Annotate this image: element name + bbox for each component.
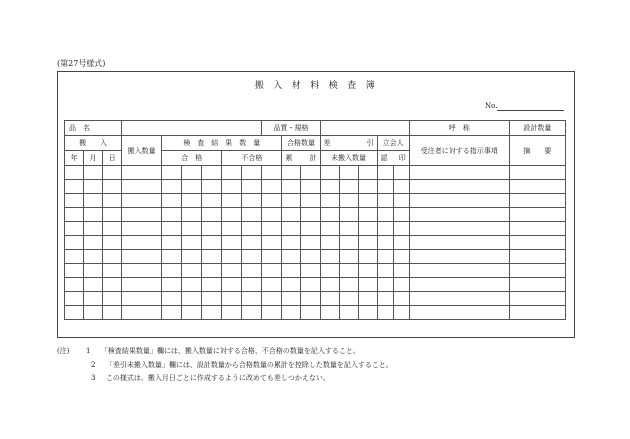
table-cell[interactable] (409, 236, 509, 250)
table-cell[interactable] (262, 278, 282, 292)
table-cell[interactable] (84, 264, 103, 278)
table-cell[interactable] (122, 278, 162, 292)
note-2 (91, 362, 393, 369)
table-cell[interactable] (262, 306, 282, 320)
table-cell[interactable] (339, 180, 358, 194)
table-cell[interactable] (393, 180, 409, 194)
table-cell[interactable] (162, 250, 182, 264)
table-cell[interactable] (84, 208, 103, 222)
table-cell[interactable] (84, 292, 103, 306)
table-cell[interactable] (262, 222, 282, 236)
table-cell[interactable] (222, 306, 242, 320)
note-text: 「検査結果数量」欄には、搬入数量に対する合格、不合格の数量を記入すること。 (100, 347, 360, 355)
table-cell[interactable] (377, 292, 393, 306)
table-cell[interactable] (84, 236, 103, 250)
data-rows (65, 166, 566, 320)
table-cell[interactable] (103, 250, 122, 264)
table-row (65, 236, 566, 250)
table-cell[interactable] (242, 306, 262, 320)
table-cell[interactable] (122, 180, 162, 194)
table-cell[interactable] (509, 194, 565, 208)
table-cell[interactable] (320, 208, 339, 222)
table-cell[interactable] (65, 166, 84, 180)
item-name-field[interactable] (122, 121, 262, 136)
table-cell[interactable] (282, 306, 301, 320)
table-cell[interactable] (320, 166, 339, 180)
table-cell[interactable] (377, 194, 393, 208)
table-cell[interactable] (103, 264, 122, 278)
inspection-table (64, 120, 566, 320)
table-cell[interactable] (358, 166, 377, 180)
table-cell[interactable] (122, 236, 162, 250)
table-cell[interactable] (409, 278, 509, 292)
table-row (65, 264, 566, 278)
notes-prefix: (注) (57, 347, 70, 355)
table-cell[interactable] (84, 306, 103, 320)
table-cell[interactable] (393, 306, 409, 320)
table-cell[interactable] (393, 292, 409, 306)
table-cell[interactable] (262, 250, 282, 264)
table-cell[interactable] (409, 180, 509, 194)
number-input-line[interactable] (497, 110, 564, 111)
remarks-header: 摘 要 (509, 136, 565, 166)
table-cell[interactable] (339, 278, 358, 292)
table-cell[interactable] (242, 264, 262, 278)
note-3 (91, 375, 330, 382)
table-cell[interactable] (103, 278, 122, 292)
table-row (65, 166, 566, 180)
table-cell[interactable] (320, 180, 339, 194)
table-cell[interactable] (242, 250, 262, 264)
table-cell[interactable] (182, 180, 202, 194)
table-cell[interactable] (162, 306, 182, 320)
table-cell[interactable] (242, 236, 262, 250)
cumulative-header: 累 計 (282, 151, 320, 166)
table-cell[interactable] (282, 180, 301, 194)
quality-spec-field[interactable] (320, 121, 409, 136)
table-cell[interactable] (393, 208, 409, 222)
table-cell[interactable] (84, 222, 103, 236)
table-cell[interactable] (182, 222, 202, 236)
table-cell[interactable] (103, 236, 122, 250)
table-cell[interactable] (182, 194, 202, 208)
table-cell[interactable] (282, 194, 301, 208)
table-cell[interactable] (409, 264, 509, 278)
table-row (65, 306, 566, 320)
table-row (65, 222, 566, 236)
table-cell[interactable] (282, 264, 301, 278)
table-cell[interactable] (358, 180, 377, 194)
table-cell[interactable] (182, 278, 202, 292)
table-cell[interactable] (301, 250, 320, 264)
table-cell[interactable] (509, 222, 565, 236)
table-cell[interactable] (162, 222, 182, 236)
table-cell[interactable] (122, 208, 162, 222)
table-cell[interactable] (262, 180, 282, 194)
table-cell[interactable] (65, 236, 84, 250)
table-cell[interactable] (122, 292, 162, 306)
table-cell[interactable] (182, 236, 202, 250)
table-cell[interactable] (162, 180, 182, 194)
table-cell[interactable] (339, 264, 358, 278)
table-cell[interactable] (122, 306, 162, 320)
table-cell[interactable] (301, 306, 320, 320)
table-cell[interactable] (358, 208, 377, 222)
table-cell[interactable] (242, 208, 262, 222)
table-cell[interactable] (301, 208, 320, 222)
instructions-header: 受注者に対する指示事項 (409, 136, 509, 166)
table-cell[interactable] (222, 194, 242, 208)
pass-header: 合 格 (162, 151, 222, 166)
table-row (65, 250, 566, 264)
header-row-item (65, 121, 566, 136)
table-cell[interactable] (202, 292, 222, 306)
undelivered-qty-header: 未搬入数量 (320, 151, 377, 166)
table-cell[interactable] (122, 166, 162, 180)
table-cell[interactable] (509, 306, 565, 320)
design-qty-label: 設計数量 (509, 121, 565, 136)
delivery-qty-header: 搬入数量 (122, 136, 162, 166)
table-cell[interactable] (122, 194, 162, 208)
table-cell[interactable] (242, 180, 262, 194)
table-cell[interactable] (393, 278, 409, 292)
table-cell[interactable] (393, 194, 409, 208)
table-cell[interactable] (377, 278, 393, 292)
table-cell[interactable] (162, 264, 182, 278)
delivery-header: 搬 入 (65, 136, 122, 151)
table-cell[interactable] (377, 166, 393, 180)
table-cell[interactable] (301, 264, 320, 278)
table-cell[interactable] (282, 166, 301, 180)
table-cell[interactable] (282, 278, 301, 292)
table-cell[interactable] (377, 264, 393, 278)
table-cell[interactable] (320, 222, 339, 236)
number-label: No. (485, 102, 498, 110)
table-row (65, 278, 566, 292)
table-cell[interactable] (509, 250, 565, 264)
table-cell[interactable] (377, 306, 393, 320)
table-cell[interactable] (222, 236, 242, 250)
note-number: 2 (91, 361, 96, 369)
table-cell[interactable] (65, 180, 84, 194)
table-cell[interactable] (222, 250, 242, 264)
table-cell[interactable] (162, 208, 182, 222)
month-header: 月 (84, 151, 103, 166)
table-cell[interactable] (202, 236, 222, 250)
table-cell[interactable] (301, 180, 320, 194)
table-cell[interactable] (320, 194, 339, 208)
note-1 (57, 348, 360, 355)
table-cell[interactable] (242, 292, 262, 306)
table-cell[interactable] (242, 278, 262, 292)
table-cell[interactable] (122, 250, 162, 264)
table-cell[interactable] (509, 180, 565, 194)
table-cell[interactable] (377, 222, 393, 236)
certify-header: 認 印 (377, 151, 409, 166)
table-cell[interactable] (122, 264, 162, 278)
table-cell[interactable] (320, 278, 339, 292)
table-cell[interactable] (262, 166, 282, 180)
table-cell[interactable] (122, 222, 162, 236)
table-cell[interactable] (301, 236, 320, 250)
table-cell[interactable] (84, 194, 103, 208)
year-header: 年 (65, 151, 84, 166)
table-cell[interactable] (358, 236, 377, 250)
table-cell[interactable] (358, 292, 377, 306)
table-cell[interactable] (202, 194, 222, 208)
table-cell[interactable] (65, 222, 84, 236)
day-header: 日 (103, 151, 122, 166)
table-cell[interactable] (262, 236, 282, 250)
table-cell[interactable] (222, 180, 242, 194)
table-cell[interactable] (301, 166, 320, 180)
table-cell[interactable] (320, 236, 339, 250)
table-cell[interactable] (202, 166, 222, 180)
table-cell[interactable] (262, 208, 282, 222)
table-cell[interactable] (377, 180, 393, 194)
table-cell[interactable] (103, 306, 122, 320)
table-cell[interactable] (182, 306, 202, 320)
table-cell[interactable] (393, 236, 409, 250)
table-cell[interactable] (282, 236, 301, 250)
table-cell[interactable] (84, 166, 103, 180)
table-cell[interactable] (509, 292, 565, 306)
table-cell[interactable] (358, 278, 377, 292)
table-row (65, 180, 566, 194)
table-cell[interactable] (222, 208, 242, 222)
table-cell[interactable] (282, 222, 301, 236)
inspection-result-header: 検 査 結 果 数 量 (162, 136, 282, 151)
table-cell[interactable] (84, 250, 103, 264)
table-cell[interactable] (162, 166, 182, 180)
note-number: 3 (91, 374, 96, 382)
table-cell[interactable] (393, 250, 409, 264)
header-row-columns (65, 136, 566, 151)
table-cell[interactable] (222, 222, 242, 236)
table-cell[interactable] (182, 292, 202, 306)
table-cell[interactable] (339, 222, 358, 236)
table-cell[interactable] (242, 222, 262, 236)
table-cell[interactable] (339, 292, 358, 306)
table-cell[interactable] (103, 208, 122, 222)
table-cell[interactable] (222, 166, 242, 180)
table-cell[interactable] (202, 180, 222, 194)
table-cell[interactable] (222, 278, 242, 292)
table-cell[interactable] (282, 250, 301, 264)
table-cell[interactable] (202, 264, 222, 278)
table-cell[interactable] (409, 208, 509, 222)
table-cell[interactable] (182, 250, 202, 264)
table-cell[interactable] (409, 306, 509, 320)
table-cell[interactable] (358, 264, 377, 278)
table-cell[interactable] (65, 264, 84, 278)
table-cell[interactable] (262, 292, 282, 306)
table-cell[interactable] (103, 180, 122, 194)
table-cell[interactable] (409, 166, 509, 180)
table-cell[interactable] (377, 208, 393, 222)
fail-header: 不合格 (222, 151, 282, 166)
table-cell[interactable] (65, 194, 84, 208)
call-name-label: 呼 称 (409, 121, 509, 136)
table-cell[interactable] (358, 306, 377, 320)
note-text: この様式は、搬入月日ごとに作成するように改めても差しつかえない。 (105, 374, 330, 382)
table-cell[interactable] (509, 208, 565, 222)
table-row (65, 292, 566, 306)
table-cell[interactable] (162, 236, 182, 250)
table-cell[interactable] (409, 250, 509, 264)
table-cell[interactable] (262, 194, 282, 208)
table-cell[interactable] (202, 306, 222, 320)
table-cell[interactable] (182, 166, 202, 180)
table-cell[interactable] (84, 180, 103, 194)
quality-spec-label: 品質・規格 (262, 121, 320, 136)
table-cell[interactable] (358, 194, 377, 208)
table-cell[interactable] (182, 208, 202, 222)
note-number: 1 (85, 347, 91, 355)
table-cell[interactable] (393, 222, 409, 236)
table-cell[interactable] (242, 166, 262, 180)
table-row (65, 194, 566, 208)
table-cell[interactable] (103, 292, 122, 306)
table-cell[interactable] (202, 222, 222, 236)
table-cell[interactable] (65, 292, 84, 306)
table-cell[interactable] (182, 264, 202, 278)
table-cell[interactable] (409, 222, 509, 236)
table-cell[interactable] (202, 208, 222, 222)
table-cell[interactable] (202, 250, 222, 264)
table-cell[interactable] (377, 250, 393, 264)
table-cell[interactable] (393, 264, 409, 278)
table-cell[interactable] (509, 278, 565, 292)
table-cell[interactable] (509, 166, 565, 180)
table-cell[interactable] (162, 292, 182, 306)
table-cell[interactable] (320, 292, 339, 306)
table-cell[interactable] (222, 264, 242, 278)
table-cell[interactable] (65, 278, 84, 292)
table-cell[interactable] (84, 278, 103, 292)
table-cell[interactable] (262, 264, 282, 278)
table-cell[interactable] (339, 208, 358, 222)
table-cell[interactable] (103, 222, 122, 236)
table-cell[interactable] (409, 292, 509, 306)
table-cell[interactable] (202, 278, 222, 292)
table-cell[interactable] (339, 236, 358, 250)
table-cell[interactable] (320, 264, 339, 278)
table-cell[interactable] (320, 250, 339, 264)
note-text: 「差引未搬入数量」欄には、設計数量から合格数量の累計を控除した数量を記入すること。 (105, 361, 393, 369)
table-cell[interactable] (358, 222, 377, 236)
table-cell[interactable] (301, 292, 320, 306)
table-cell[interactable] (242, 194, 262, 208)
table-cell[interactable] (162, 278, 182, 292)
table-cell[interactable] (103, 194, 122, 208)
table-cell[interactable] (509, 264, 565, 278)
table-cell[interactable] (282, 292, 301, 306)
form-number-label: (第27号様式) (57, 59, 106, 68)
table-cell[interactable] (301, 278, 320, 292)
table-cell[interactable] (103, 166, 122, 180)
table-cell[interactable] (509, 236, 565, 250)
table-cell[interactable] (65, 208, 84, 222)
table-cell[interactable] (301, 222, 320, 236)
table-cell[interactable] (320, 306, 339, 320)
table-cell[interactable] (65, 306, 84, 320)
form-title: 搬入材料検査簿 (254, 81, 385, 91)
pass-qty-header: 合格数量 (282, 136, 320, 151)
table-cell[interactable] (65, 250, 84, 264)
table-cell[interactable] (393, 166, 409, 180)
table-cell[interactable] (339, 194, 358, 208)
item-name-label: 品 名 (65, 121, 122, 136)
table-cell[interactable] (358, 250, 377, 264)
table-cell[interactable] (282, 208, 301, 222)
table-cell[interactable] (377, 236, 393, 250)
table-cell[interactable] (339, 166, 358, 180)
table-cell[interactable] (339, 306, 358, 320)
table-cell[interactable] (339, 250, 358, 264)
table-cell[interactable] (409, 194, 509, 208)
table-cell[interactable] (301, 194, 320, 208)
table-cell[interactable] (162, 194, 182, 208)
table-cell[interactable] (222, 292, 242, 306)
diff-header: 差 引 (320, 136, 377, 151)
table-row (65, 208, 566, 222)
witness-header: 立会人 (377, 136, 409, 151)
